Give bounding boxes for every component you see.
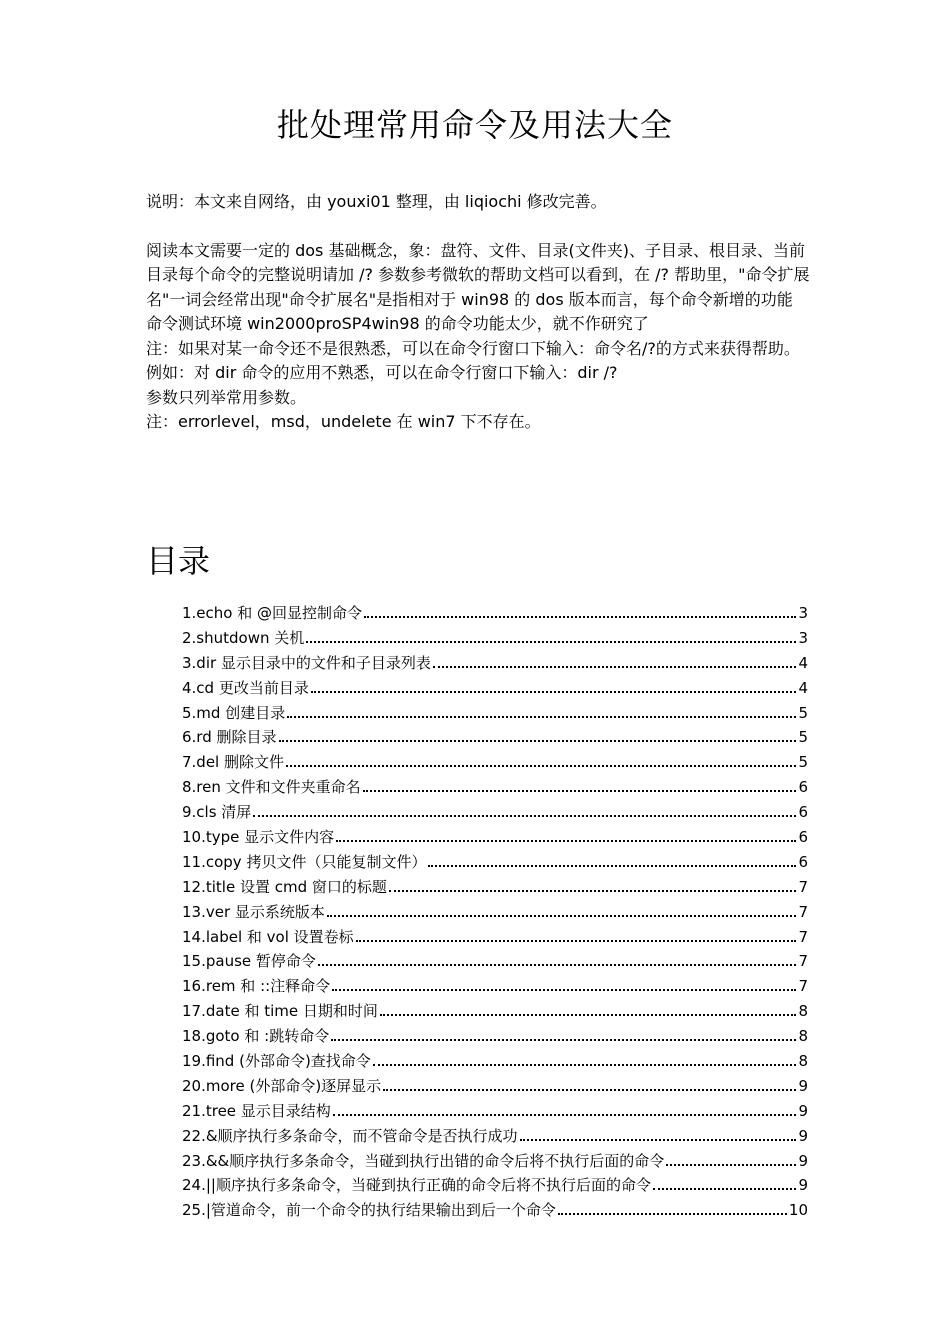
table-of-contents	[182, 601, 808, 1223]
toc-page-number: 6	[798, 828, 808, 847]
toc-dot-leader	[286, 765, 796, 767]
toc-dot-leader	[356, 940, 797, 942]
toc-page-number: 6	[798, 778, 808, 797]
toc-dot-leader	[333, 1114, 797, 1116]
toc-page-number: 4	[798, 678, 808, 697]
toc-entry[interactable]	[182, 1099, 808, 1124]
toc-entry-title: 15.pause 暂停命令	[182, 952, 316, 971]
toc-dot-leader	[279, 740, 797, 742]
toc-page-number: 9	[798, 1176, 808, 1195]
toc-entry[interactable]	[182, 875, 808, 900]
toc-entry-title: 9.cls 清屏	[182, 803, 252, 822]
toc-entry[interactable]	[182, 1173, 808, 1198]
toc-entry[interactable]	[182, 750, 808, 775]
toc-entry-title: 23.&&顺序执行多条命令，当碰到执行出错的命令后将不执行后面的命令	[182, 1151, 665, 1170]
toc-dot-leader	[380, 1014, 797, 1016]
toc-dot-leader	[287, 716, 796, 718]
document-title: 批处理常用命令及用法大全	[276, 106, 673, 144]
toc-page-number: 8	[798, 1027, 808, 1046]
toc-dot-leader	[373, 1064, 797, 1066]
toc-entry-title: 20.more (外部命令)逐屏显示	[182, 1076, 382, 1095]
toc-entry-title: 12.title 设置 cmd 窗口的标题	[182, 877, 387, 896]
toc-dot-leader	[433, 666, 797, 668]
toc-entry[interactable]	[182, 949, 808, 974]
toc-page-number: 3	[798, 628, 808, 647]
toc-entry[interactable]	[182, 651, 808, 676]
toc-entry[interactable]	[182, 1149, 808, 1174]
toc-dot-leader	[558, 1213, 787, 1215]
toc-dot-leader	[428, 865, 796, 867]
intro-paragraph: 注：errorlevel，msd，undelete 在 win7 下不存在。	[146, 412, 541, 431]
toc-entry-title: 24.||顺序执行多条命令，当碰到执行正确的命令后将不执行后面的命令	[182, 1176, 651, 1195]
toc-entry[interactable]	[182, 626, 808, 651]
toc-page-number: 9	[798, 1076, 808, 1095]
toc-entry-title: 14.label 和 vol 设置卷标	[182, 927, 354, 946]
toc-entry[interactable]	[182, 925, 808, 950]
toc-entry-title: 7.del 删除文件	[182, 753, 284, 772]
toc-page-number: 7	[798, 952, 808, 971]
toc-page-number: 6	[798, 852, 808, 871]
toc-entry[interactable]	[182, 1074, 808, 1099]
toc-entry[interactable]	[182, 999, 808, 1024]
toc-entry-title: 6.rd 删除目录	[182, 728, 277, 747]
paragraph-spacer	[146, 215, 810, 239]
toc-page-number: 8	[798, 1052, 808, 1071]
toc-page-number: 7	[798, 877, 808, 896]
intro-paragraph: 例如：对 dir 命令的应用不熟悉，可以在命令行窗口下输入：dir /?	[146, 363, 618, 382]
toc-dot-leader	[306, 641, 796, 643]
toc-entry[interactable]	[182, 1124, 808, 1149]
toc-entry[interactable]	[182, 701, 808, 726]
toc-dot-leader	[363, 790, 797, 792]
toc-entry-title: 3.dir 显示目录中的文件和子目录列表	[182, 653, 431, 672]
toc-dot-leader	[653, 1188, 796, 1190]
toc-dot-leader	[331, 1039, 796, 1041]
toc-entry-title: 19.find (外部命令)查找命令	[182, 1052, 371, 1071]
toc-entry-title: 2.shutdown 关机	[182, 628, 305, 647]
toc-dot-leader	[327, 915, 797, 917]
toc-dot-leader	[383, 1089, 796, 1091]
toc-page-number: 8	[798, 1002, 808, 1021]
toc-entry-title: 18.goto 和 :跳转命令	[182, 1027, 330, 1046]
toc-dot-leader	[253, 815, 796, 817]
toc-page-number: 9	[798, 1151, 808, 1170]
toc-page-number: 7	[798, 977, 808, 996]
intro-paragraph: 命令测试环境 win2000proSP4win98 的命令功能太少，就不作研究了	[146, 314, 649, 333]
toc-dot-leader	[364, 616, 796, 618]
toc-dot-leader	[318, 964, 797, 966]
toc-entry[interactable]	[182, 676, 808, 701]
toc-dot-leader	[666, 1164, 796, 1166]
toc-entry-title: 10.type 显示文件内容	[182, 828, 335, 847]
intro-paragraph: 阅读本文需要一定的 dos 基础概念，象：盘符、文件、目录(文件夹)、子目录、根目录、当前目录每个命令的完整说明请加 /? 参数参考微软的帮助文档可以看到，在 /? 帮助里，"命令扩展名"一词会经常出现"命令扩展名"是指相对于 win98 的 dos 版本而言，每个命令新增的功能	[146, 240, 810, 309]
toc-entry-title: 16.rem 和 ::注释命令	[182, 977, 331, 996]
toc-entry[interactable]	[182, 974, 808, 999]
toc-dot-leader	[336, 840, 796, 842]
intro-paragraph: 注：如果对某一命令还不是很熟悉，可以在命令行窗口下输入：命令名/?的方式来获得帮助。	[146, 338, 800, 358]
toc-page-number: 5	[798, 728, 808, 747]
toc-entry-title: 22.&顺序执行多条命令，而不管命令是否执行成功	[182, 1126, 518, 1145]
toc-page-number: 4	[798, 653, 808, 672]
toc-entry[interactable]	[182, 1049, 808, 1074]
toc-entry[interactable]	[182, 900, 808, 925]
toc-entry-title: 17.date 和 time 日期和时间	[182, 1002, 378, 1021]
toc-entry[interactable]	[182, 800, 808, 825]
toc-dot-leader	[520, 1139, 797, 1141]
toc-page-number: 10	[788, 1201, 808, 1220]
toc-entry[interactable]	[182, 850, 808, 875]
toc-entry[interactable]	[182, 1024, 808, 1049]
toc-entry[interactable]	[182, 775, 808, 800]
intro-section	[146, 190, 810, 435]
toc-page-number: 9	[798, 1101, 808, 1120]
toc-page-number: 6	[798, 803, 808, 822]
toc-page-number: 5	[798, 753, 808, 772]
toc-entry-title: 13.ver 显示系统版本	[182, 902, 325, 921]
toc-dot-leader	[311, 691, 797, 693]
toc-page-number: 5	[798, 703, 808, 722]
toc-entry-title: 5.md 创建目录	[182, 703, 286, 722]
toc-dot-leader	[332, 989, 796, 991]
toc-page-number: 3	[798, 604, 808, 622]
toc-entry-title: 1.echo 和 @回显控制命令	[182, 604, 363, 622]
toc-entry-title: 21.tree 显示目录结构	[182, 1101, 331, 1120]
toc-entry-title: 25.|管道命令，前一个命令的执行结果输出到后一个命令	[182, 1201, 556, 1220]
toc-page-number: 7	[798, 927, 808, 946]
toc-heading: 目录	[146, 542, 211, 580]
toc-page-number: 7	[798, 902, 808, 921]
toc-dot-leader	[389, 890, 797, 892]
toc-entry[interactable]	[182, 725, 808, 750]
toc-entry[interactable]	[182, 601, 808, 626]
toc-entry-title: 11.copy 拷贝文件（只能复制文件）	[182, 852, 427, 871]
toc-entry[interactable]	[182, 1198, 808, 1223]
toc-entry-title: 4.cd 更改当前目录	[182, 678, 309, 697]
toc-page-number: 9	[798, 1126, 808, 1145]
toc-entry-title: 8.ren 文件和文件夹重命名	[182, 778, 361, 797]
intro-paragraph: 参数只列举常用参数。	[146, 387, 307, 407]
intro-paragraph: 说明：本文来自网络，由 youxi01 整理，由 liqiochi 修改完善。	[146, 192, 607, 211]
toc-entry[interactable]	[182, 825, 808, 850]
